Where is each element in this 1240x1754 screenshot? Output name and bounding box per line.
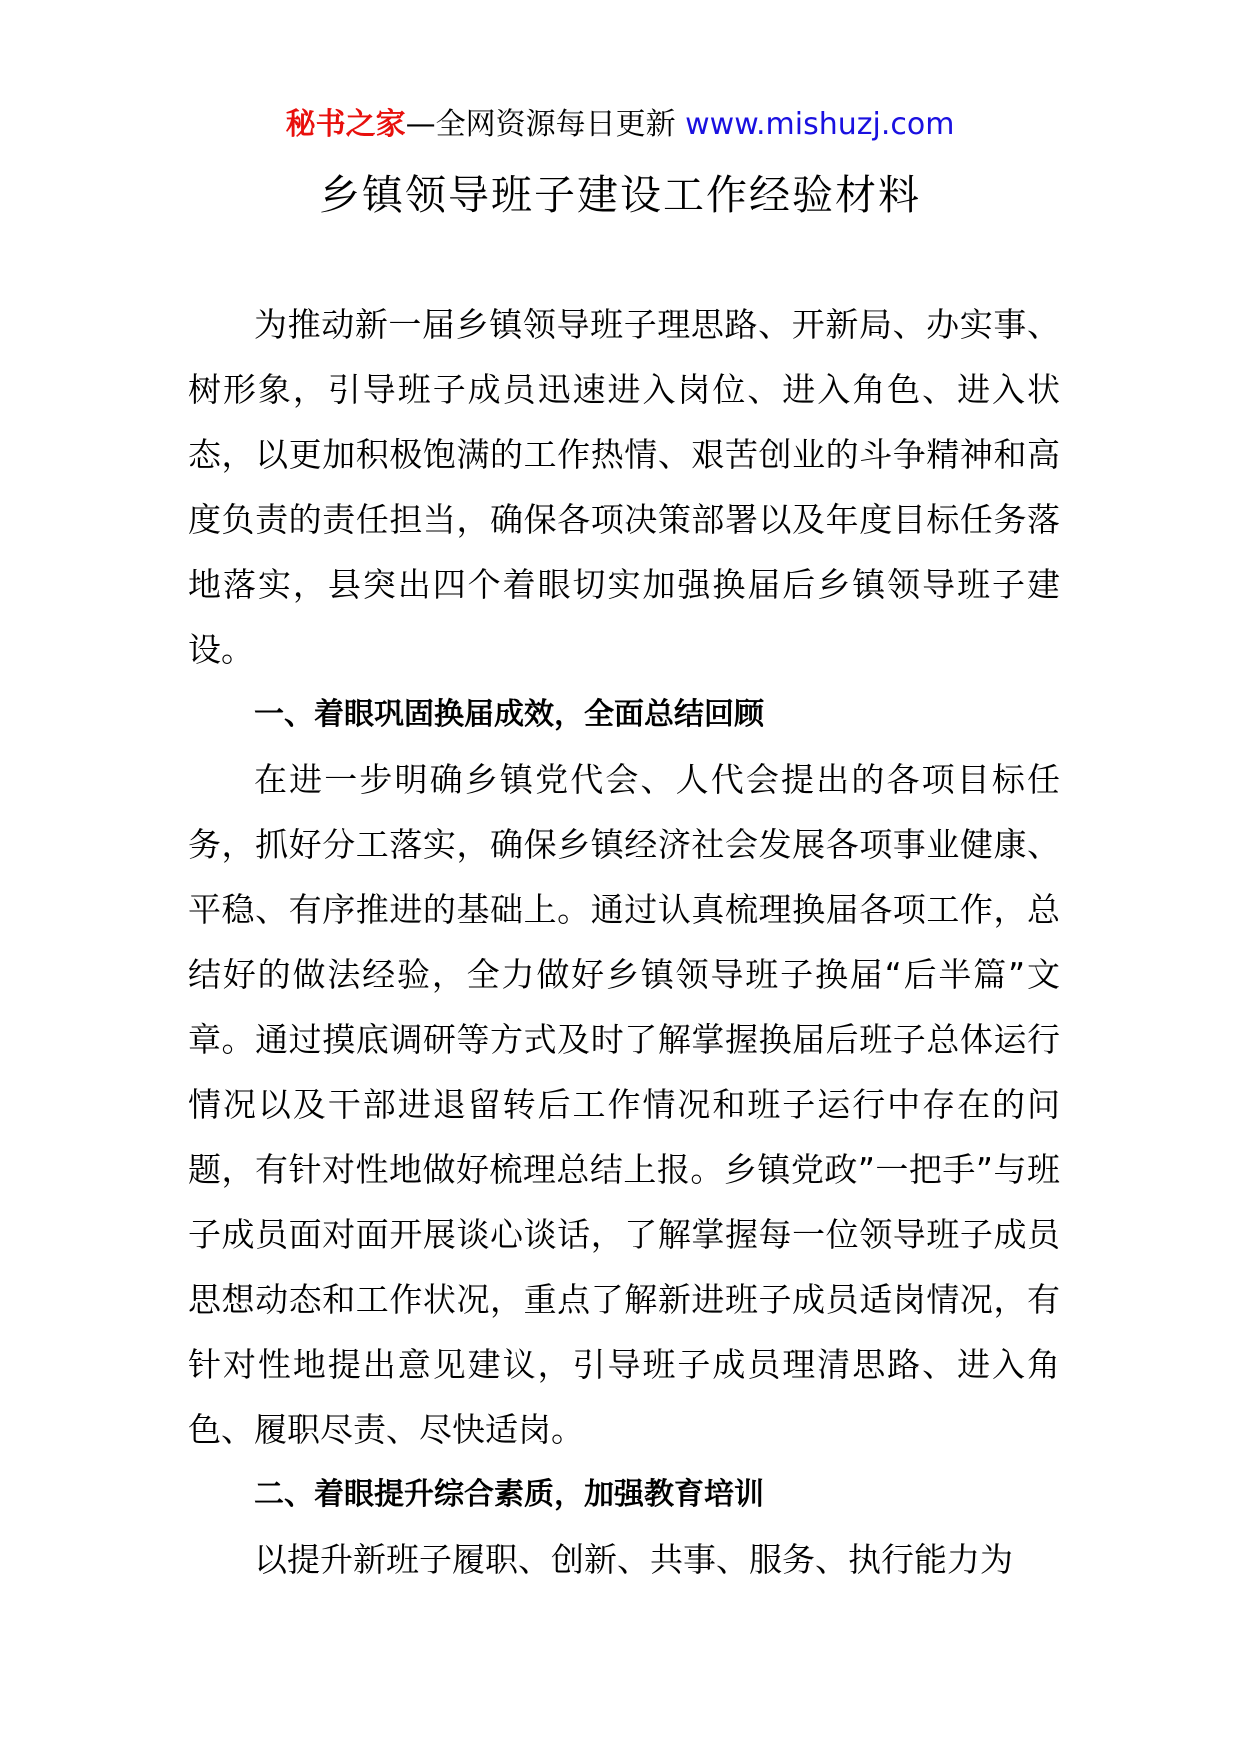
section-1-paragraph: 在进一步明确乡镇党代会、人代会提出的各项目标任务，抓好分工落实，确保乡镇经济社会发展各项事业健康、平稳、有序推进的基础上。通过认真梳理换届各项工作，总结好的做法经验，全力做好乡镇领导班子换届“后半篇”文章。通过摸底调研等方式及时了解掌握换届后班子总体运行情况以及干部进退留转后工作情况和班子运行中存在的问题，有针对性地做好梳理总结上报。乡镇党政”一把手”与班子成员面对面开展谈心谈话，了解掌握每一位领导班子成员思想动态和工作状况，重点了解新进班子成员适岗情况，有针对性地提出意见建议，引导班子成员理清思路、进入角色、履职尽责、尽快适岗。 <box>188 760 1060 1449</box>
section-1-heading: 一、着眼巩固换届成效，全面总结回顾 <box>254 697 764 732</box>
header-tagline: —全网资源每日更新 <box>405 107 676 142</box>
brand-name: 秘书之家 <box>285 107 406 142</box>
section-2-heading: 二、着眼提升综合素质，加强教育培训 <box>254 1477 764 1512</box>
intro-paragraph: 为推动新一届乡镇领导班子理思路、开新局、办实事、树形象，引导班子成员迅速进入岗位、进入角色、进入状态，以更加积极饱满的工作热情、艰苦创业的斗争精神和高度负责的责任担当，确保各项决策部署以及年度目标任务落地落实，县突出四个着眼切实加强换届后乡镇领导班子建设。 <box>188 305 1060 669</box>
site-url-link[interactable]: www.mishuzj.com <box>685 107 955 142</box>
section-2-paragraph: 以提升新班子履职、创新、共事、服务、执行能力为 <box>254 1540 1013 1579</box>
document-title: 乡镇领导班子建设工作经验材料 <box>319 171 921 219</box>
site-header <box>0 98 1240 152</box>
document-body <box>188 292 1060 1592</box>
